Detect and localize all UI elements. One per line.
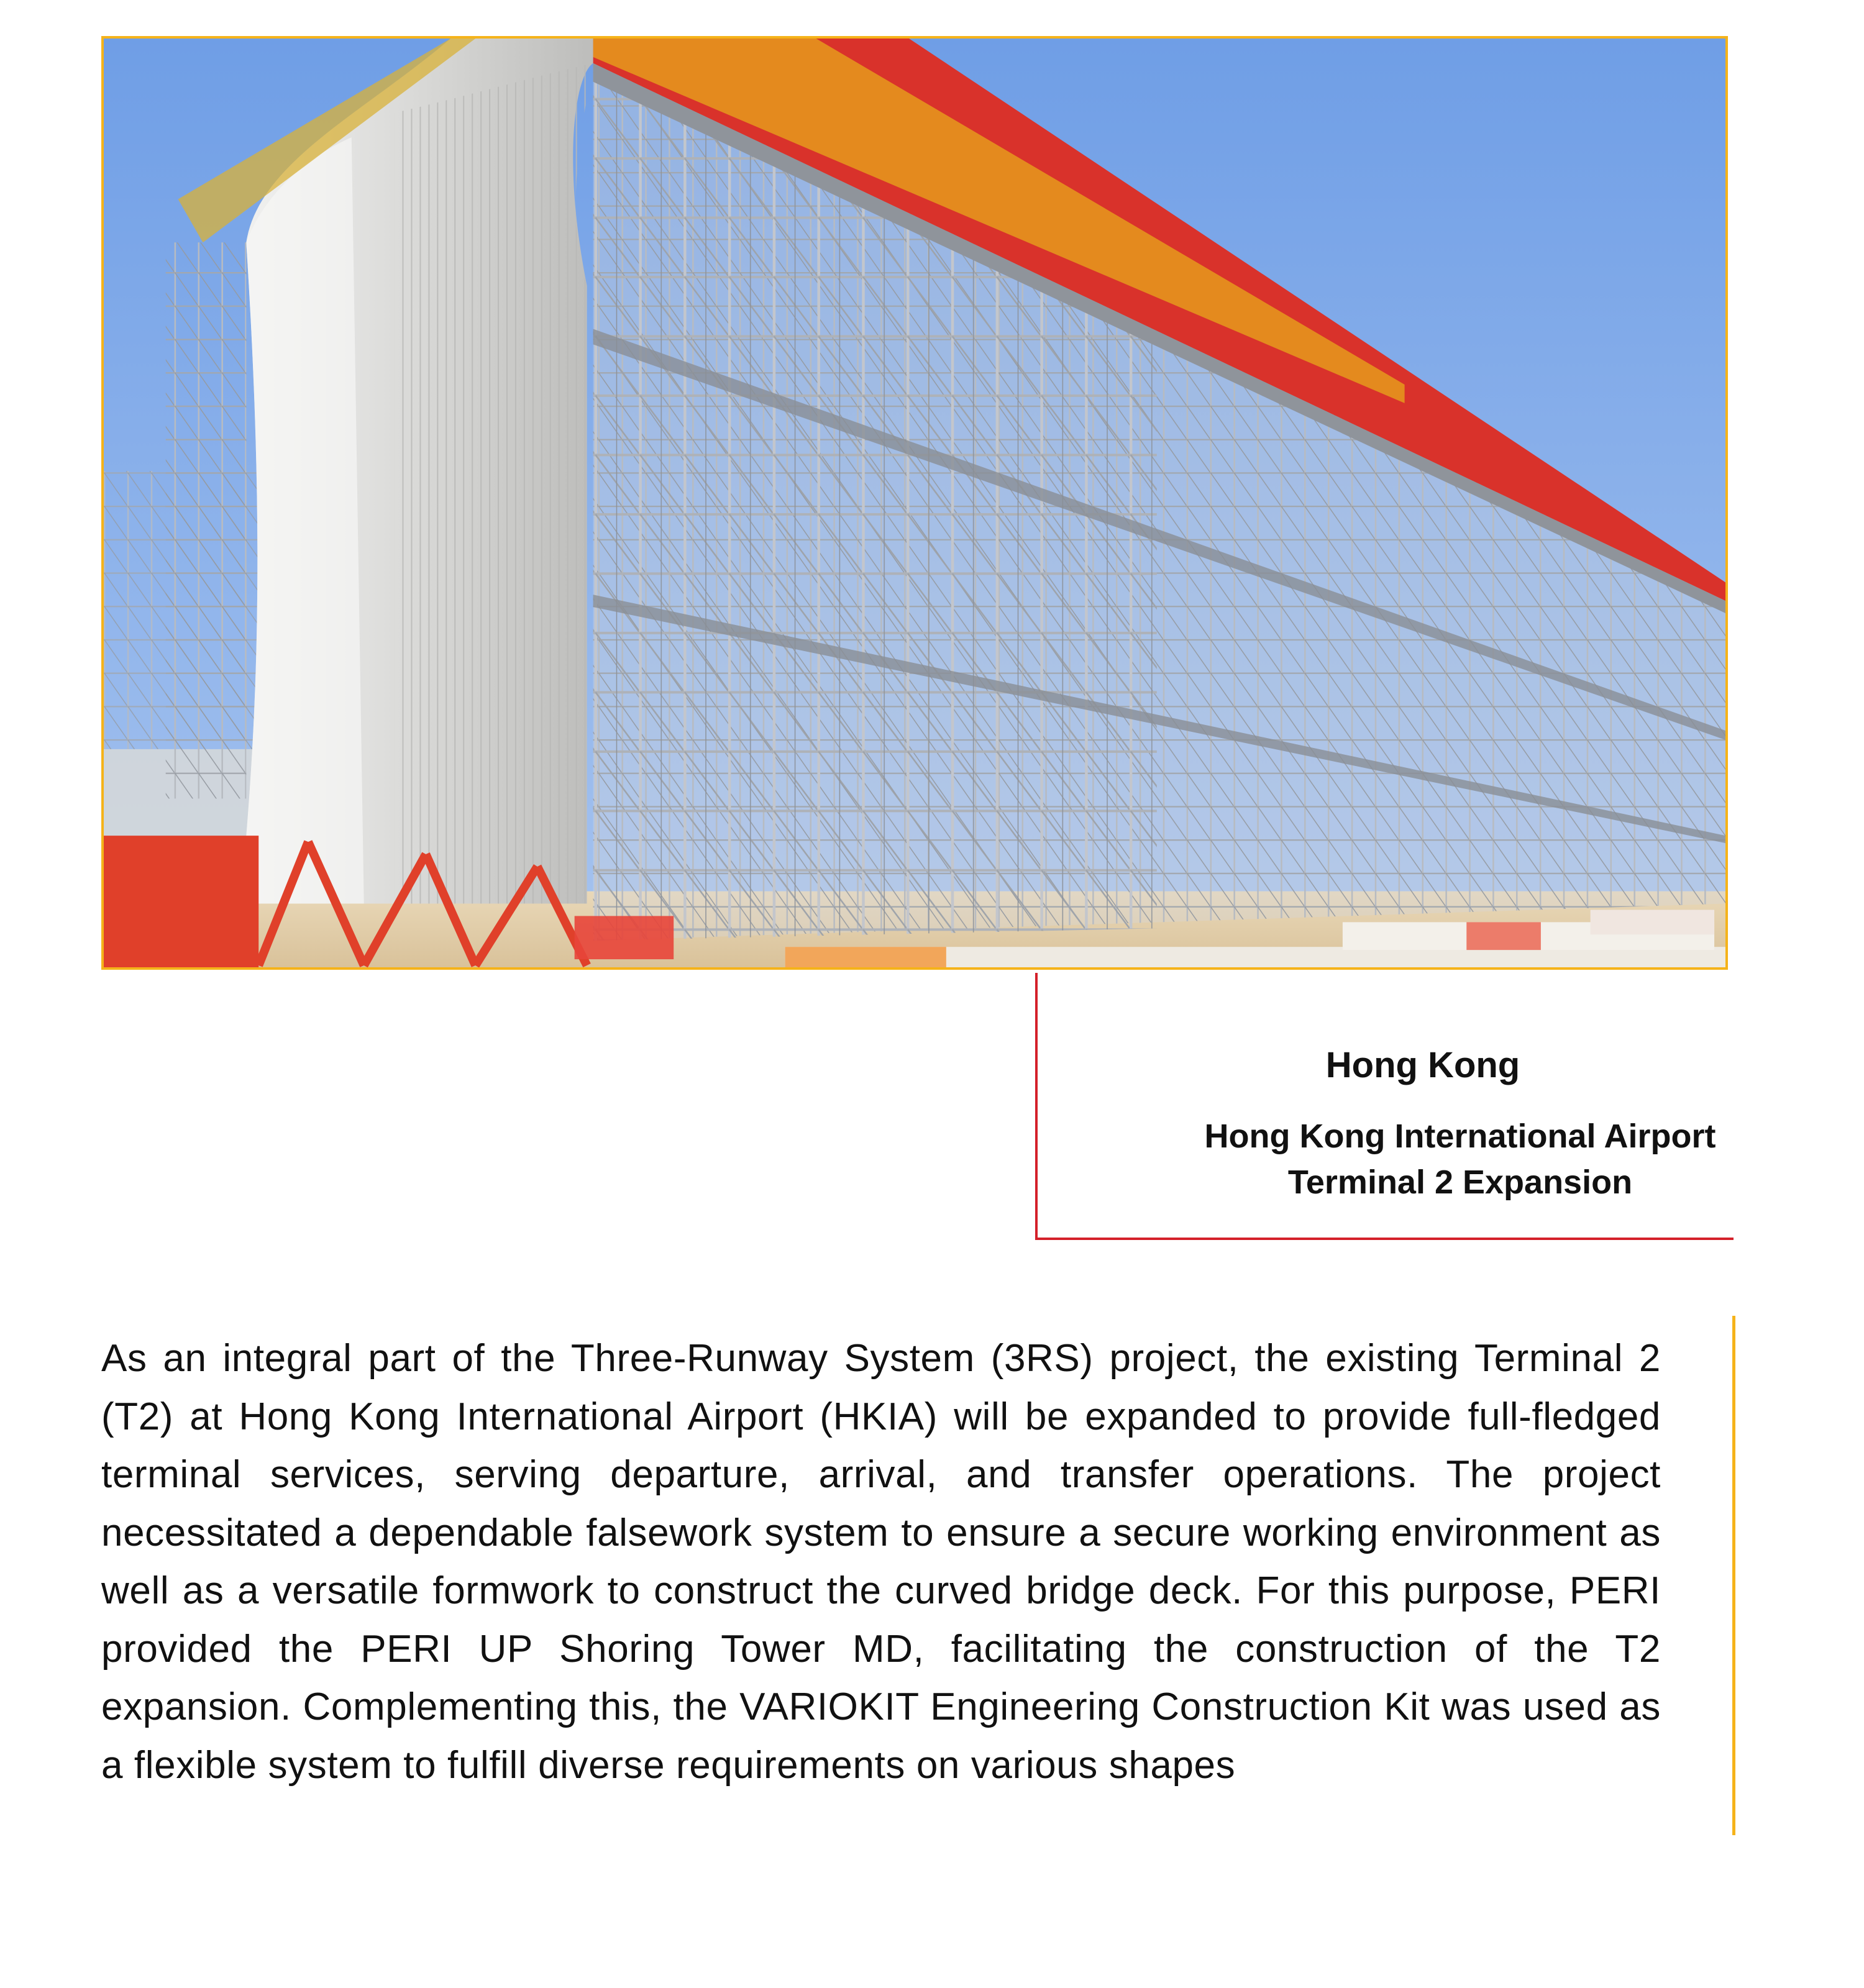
- construction-photo: [101, 36, 1728, 970]
- scaffolding-illustration: [104, 39, 1725, 967]
- side-rule: [1732, 1316, 1735, 1835]
- caption-accent-horizontal: [1035, 1238, 1734, 1240]
- caption-project-line-1: Hong Kong International Airport: [1204, 1118, 1716, 1155]
- body-paragraph: As an integral part of the Three-Runway System (3RS) project, the existing Terminal 2 (T2) at Hong Kong International Airport (HKIA) will be expanded to provide full-fledged terminal services, serving departure, arrival, and transfer operations. The project necessitated a dependable falsework system to ensure a secure working environment as well as a versatile formwork to construct the curved bridge deck. For this purpose, PERI provided the PERI UP Shoring Tower MD, facilitating the construction of the T2 expansion. Complementing this, the VARIOKIT Engineering Construction Kit was used as a flexible system to fulfill diverse requirements on various shapes: [101, 1337, 1661, 1787]
- caption-project-line-2: Terminal 2 Expansion: [1287, 1164, 1633, 1201]
- caption-accent-vertical: [1035, 973, 1038, 1240]
- caption-location: Hong Kong: [1325, 1045, 1520, 1085]
- caption-project: [1181, 1113, 1740, 1205]
